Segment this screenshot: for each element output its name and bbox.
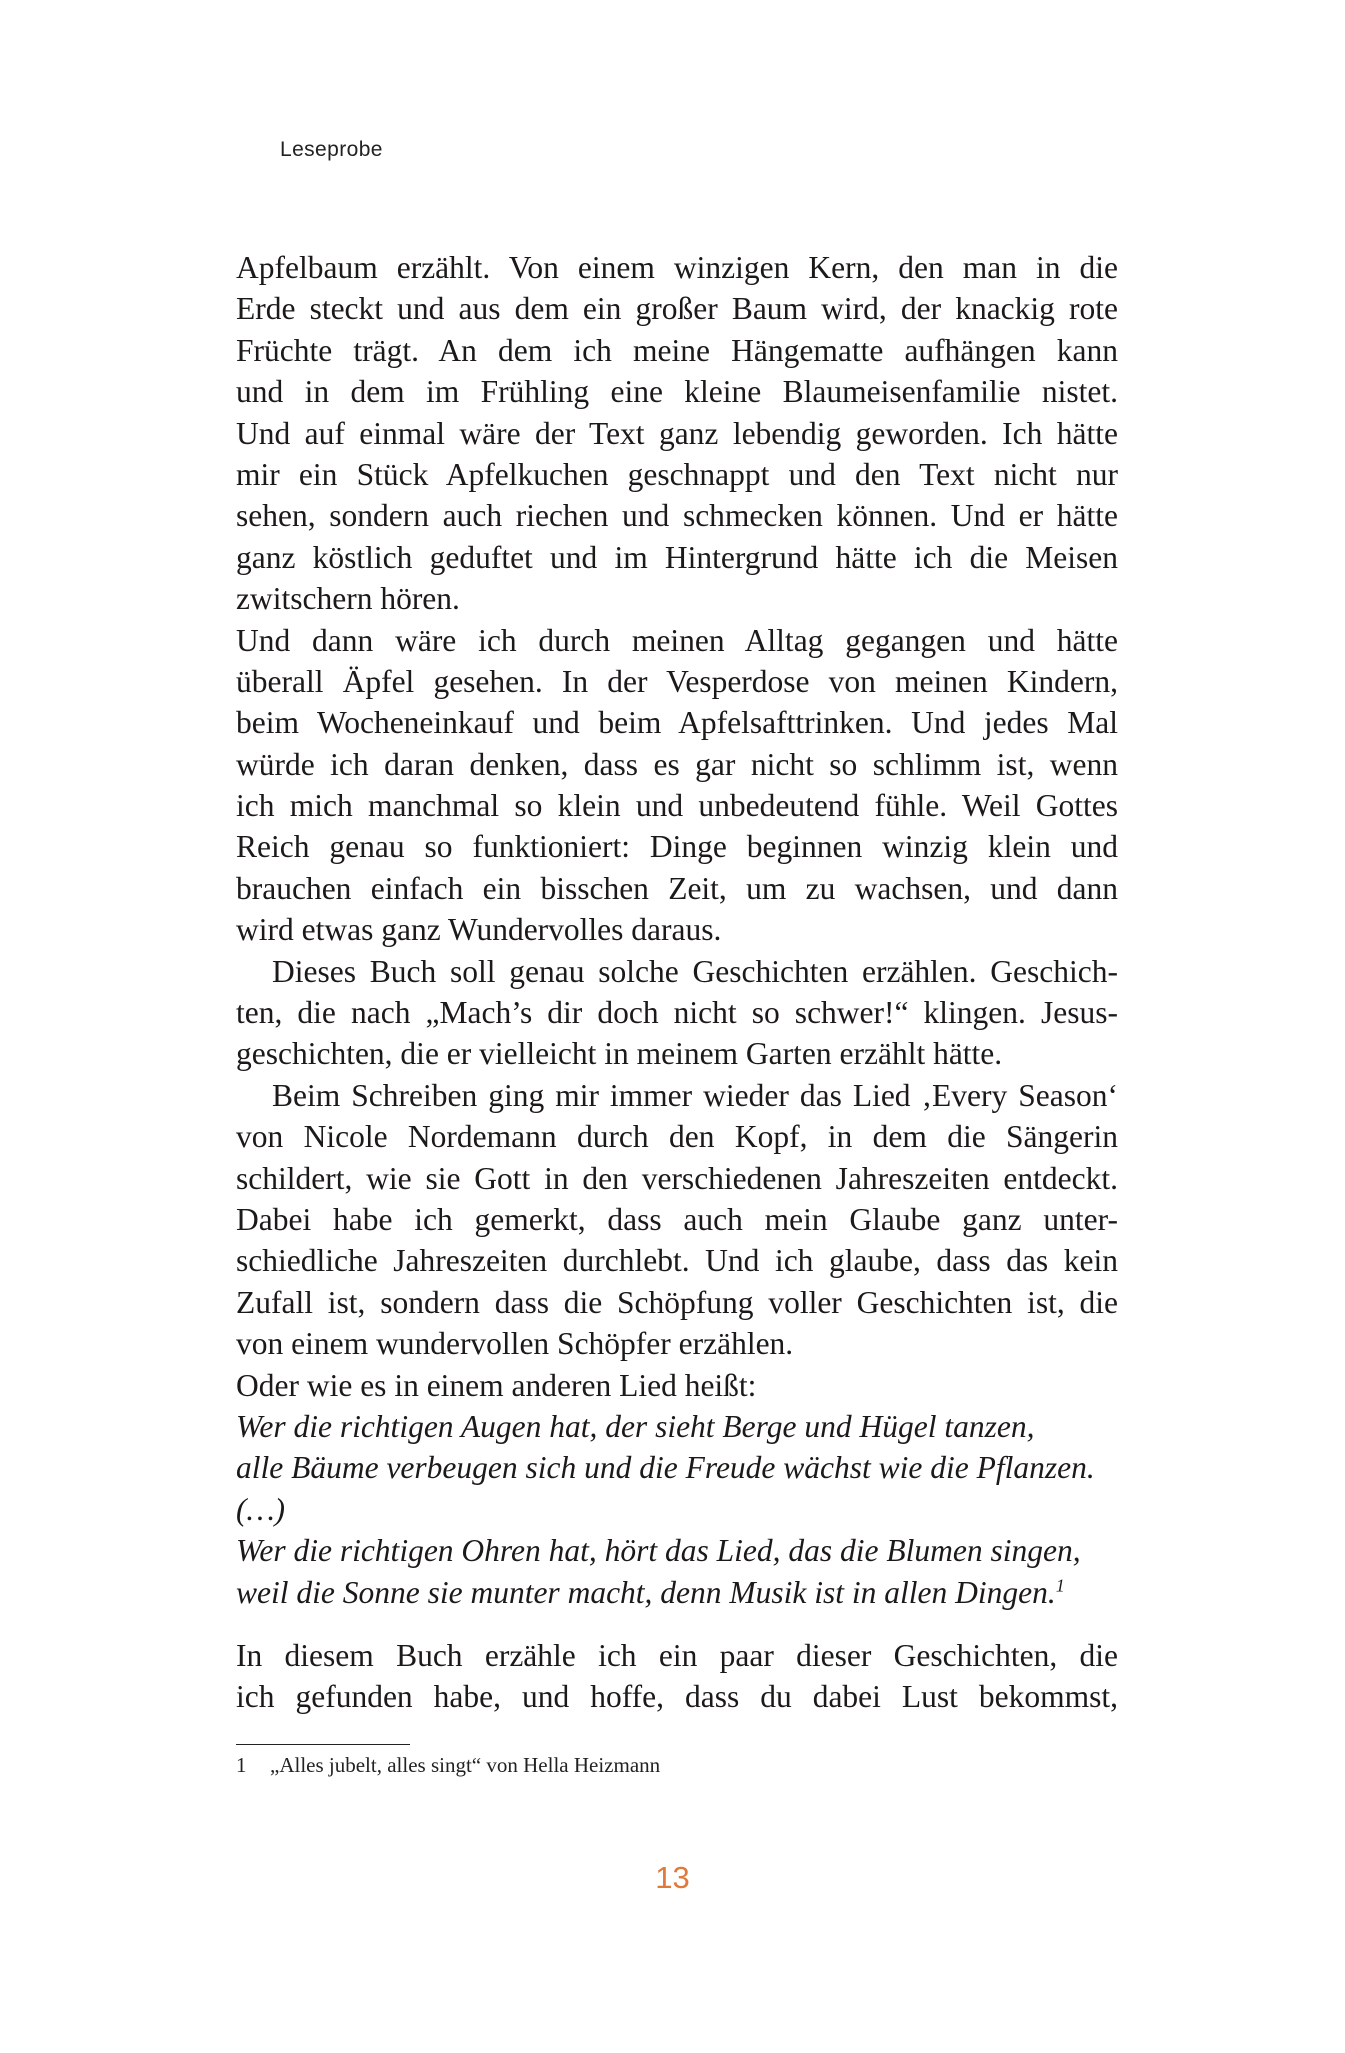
paragraph-line: schiedliche Jahreszeiten durchlebt. Und ich glaube, dass das kein: [236, 1243, 1118, 1279]
paragraph-line: zwitschern hören.: [236, 581, 460, 617]
paragraph-line: mir ein Stück Apfelkuchen geschnappt und den Text nicht nur: [236, 456, 1118, 492]
page-number: 13: [655, 1860, 690, 1895]
paragraph-line: Beim Schreiben ging mir immer wieder das Lied ‚Every Season‘: [272, 1077, 1118, 1113]
paragraph-line: Oder wie es in einem anderen Lied heißt:: [236, 1367, 757, 1403]
paragraph-line: würde ich daran denken, dass es gar nicht so schlimm ist, wenn: [236, 746, 1118, 782]
paragraph-line: ganz köstlich geduftet und im Hintergrund hätte ich die Meisen: [236, 539, 1118, 575]
paragraph-line: ich mich manchmal so klein und unbedeutend fühle. Weil Gottes: [236, 788, 1118, 824]
quote-line: [236, 1572, 1118, 1613]
closing-line: In diesem Buch erzähle ich ein paar dieser Geschichten, die: [236, 1637, 1118, 1673]
paragraph-line: Und auf einmal wäre der Text ganz lebendig geworden. Ich hätte: [236, 415, 1118, 451]
paragraph-line: brauchen einfach ein bisschen Zeit, um zu wachsen, und dann: [236, 870, 1118, 906]
paragraph-line: wird etwas ganz Wundervolles daraus.: [236, 912, 722, 948]
paragraph-line: beim Wocheneinkauf und beim Apfelsafttrinken. Und jedes Mal: [236, 705, 1118, 741]
paragraph-line: von einem wundervollen Schöpfer erzählen.: [236, 1326, 794, 1362]
quote-line: alle Bäume verbeugen sich und die Freude wächst wie die Pflanzen.: [236, 1450, 1095, 1486]
quote-line: Wer die richtigen Ohren hat, hört das Lied, das die Blumen singen,: [236, 1533, 1081, 1569]
paragraph-line: von Nicole Nordemann durch den Kopf, in dem die Sängerin: [236, 1119, 1118, 1155]
paragraph-line: geschichten, die er vielleicht in meinem Garten erzählt hätte.: [236, 1036, 1003, 1072]
footnote-reference[interactable]: 1: [1055, 1575, 1065, 1595]
footnote: [236, 1752, 660, 1778]
paragraph-line: Dieses Buch soll genau solche Geschichten erzählen. Geschich-: [272, 953, 1118, 989]
paragraph-line: Reich genau so funktioniert: Dinge beginnen winzig klein und: [236, 829, 1118, 865]
body-text: [236, 247, 1118, 1718]
footnote-text: „Alles jubelt, alles singt“ von Hella Heizmann: [270, 1753, 661, 1777]
spacer: [236, 1613, 1118, 1635]
paragraph-line: Früchte trägt. An dem ich meine Hängematte aufhängen kann: [236, 332, 1118, 368]
paragraph-line: ten, die nach „Mach’s dir doch nicht so schwer!“ klingen. Jesus-: [236, 995, 1118, 1031]
paragraph-line: Erde steckt und aus dem ein großer Baum wird, der knackig rote: [236, 291, 1118, 327]
paragraph-line: Und dann wäre ich durch meinen Alltag gegangen und hätte: [236, 622, 1118, 658]
quote-line: Wer die richtigen Augen hat, der sieht Berge und Hügel tanzen,: [236, 1408, 1035, 1444]
paragraph-line: überall Äpfel gesehen. In der Vesperdose von meinen Kindern,: [236, 663, 1118, 699]
paragraph-line: Dabei habe ich gemerkt, dass auch mein Glaube ganz unter-: [236, 1201, 1118, 1237]
quote-line-text: weil die Sonne sie munter macht, denn Musik ist in allen Dingen.: [236, 1574, 1056, 1610]
paragraph-line: sehen, sondern auch riechen und schmecken können. Und er hätte: [236, 498, 1118, 534]
closing-line: ich gefunden habe, und hoffe, dass du dabei Lust bekommst,: [236, 1679, 1118, 1715]
footnote-number: 1: [236, 1753, 247, 1777]
paragraph-line: und in dem im Frühling eine kleine Blaumeisenfamilie nistet.: [236, 374, 1118, 410]
paragraph-line: Apfelbaum erzählt. Von einem winzigen Kern, den man in die: [236, 250, 1118, 285]
paragraph-line: Zufall ist, sondern dass die Schöpfung voller Geschichten ist, die: [236, 1284, 1118, 1320]
paragraph-line: schildert, wie sie Gott in den verschiedenen Jahreszeiten entdeckt.: [236, 1160, 1118, 1196]
footnote-rule: [236, 1744, 410, 1745]
running-header: Leseprobe: [280, 138, 383, 161]
quote-line: (…): [236, 1491, 285, 1527]
